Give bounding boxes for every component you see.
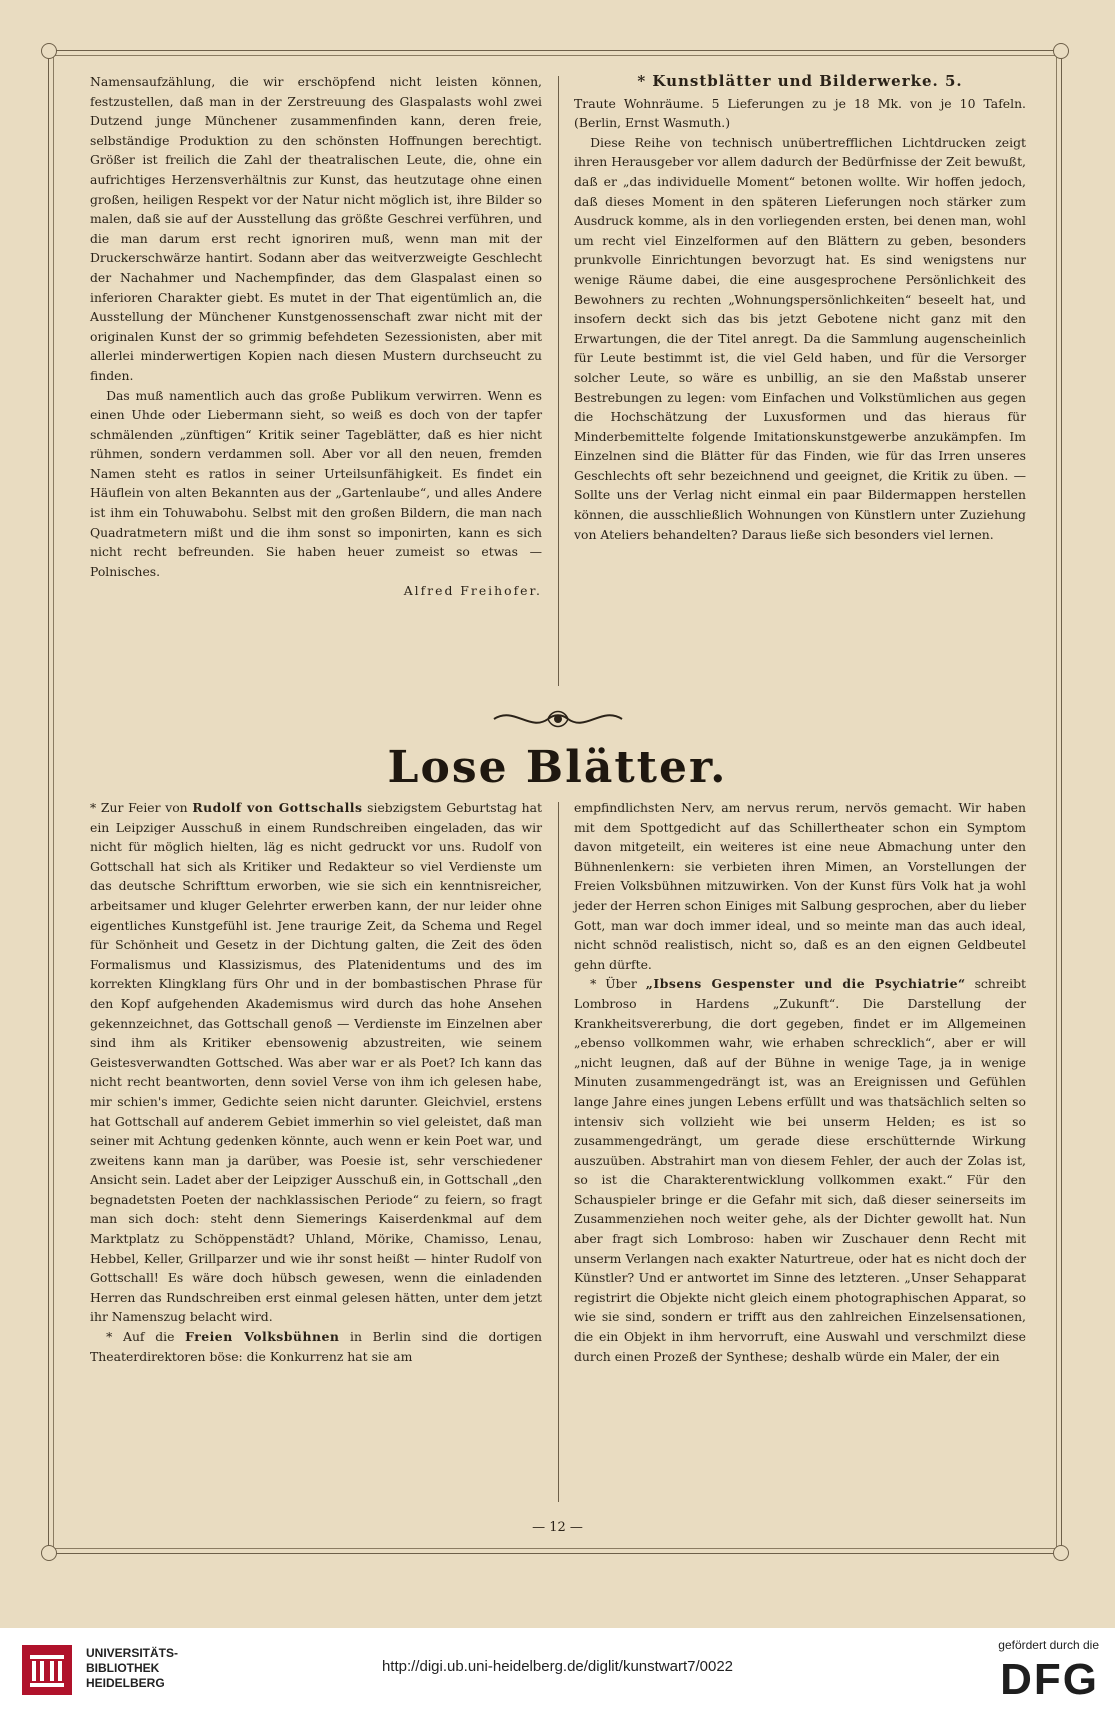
column-divider	[558, 76, 559, 686]
paragraph: empfindlichsten Nerv, am nervus rerum, nervös gemacht. Wir haben mit dem Spottgedicht auf das Schillertheater schon ein Symptom davon mitgeteilt, ein weiteres ist eine neue Abmachung unter den Bühnenlenkern: sie verbieten ihren Mimen, an Vorstellungen der Freien Volksbühnen mitzuwirken. Von der Kunst fürs Volk hat ja wohl jeder der Herren schon Einiges mit Salbung gesprochen, aber du lieber Gott, man war doch immer ideal, und so meinte man das auch ideal, nicht schnöd realistisch, nicht so, daß es an den eignen Geldbeutel gehn dürfte.	[574, 800, 1026, 972]
highlighted-name: Rudolf von Gottschalls	[192, 800, 363, 815]
article-volksbuehnen-ibsen	[574, 798, 1026, 1366]
author-signature: Alfred Freihofer.	[403, 583, 542, 599]
funding-label: gefördert durch die	[998, 1638, 1099, 1652]
highlighted-name: Freien Volksbühnen	[185, 1329, 340, 1345]
flourish-ornament	[490, 704, 626, 734]
article-kunstblaetter	[574, 72, 1026, 544]
paragraph: * Über „Ibsens Gespenster und die Psychiatrie“ schreibt Lombroso in Hardens „Zukunft“. Die Darstellung der Krankheitsvererbung, die dort gegeben, findet er im Allgemeinen „ebenso vollkommen wahr, wie erhaben schrecklich“, aber er will „nicht leugnen, daß auf der Bühne in wenige Tage, ja in wenige Minuten zusammengedrängt ist, was an Ereignissen und Gefühlen lange Jahre eines jungen Lebens erfüllt und was thatsächlich selten so intensiv sich vollzieht wie bei unserm Helden; es ist so zusammengedrängt, um gerade diese erschütternde Wirkung auszuüben. Abstrahirt man von diesem Fehler, der auch der Zolas ist, so ist die Charakterentwicklung vollkommen exakt.“ Für den Schauspieler bringe er die Gefahr mit sich, daß dieser seinerseits im Zusammenziehen noch weiter gehe, als der Dichter gewollt hat. Nun aber fragt sich Lombroso: haben wir Zuschauer denn Recht mit unserm Verlangen nach exakter Naturtreue, oder hat es nicht doch der Künstler? Und er antwortet im Sinne des letzteren. „Unser Sehapparat registrirt die Objekte nicht gleich einem photographischen Apparat, so wie sie sind, sondern er trifft aus den zahlreichen Einzelsensationen, die ein Objekt in ihm hervorruft, eine Auswahl und verschmilzt diese durch einen Prozeß der Synthese; deshalb würde ein Maler, der ein	[574, 976, 1026, 1364]
dfg-logo: DFG	[1000, 1655, 1099, 1704]
paragraph: Das muß namentlich auch das große Publikum verwirren. Wenn es einen Uhde oder Liebermann sieht, so weiß es doch von der tapfer schmälenden „zünftigen“ Kritik seiner Tageblätter, daß es hier nicht rühmen, sondern verdammen soll. Aber vor all den neuen, fremden Namen steht es ratlos in seiner Urteilsunfähigkeit. Es findet ein Häuflein von alten Bekannten aus der „Gartenlaube“, und alles Andere ist ihm ein Tohuwabohu. Selbst mit den großen Bildern, die man nach Quadratmetern mißt und die ihm sonst so imponirten, kann es sich nicht recht befreunden. Sie haben heuer zumeist so etwas — Polnisches.	[90, 387, 542, 579]
publication-info: Traute Wohnräume. 5 Lieferungen zu je 18 Mk. von je 10 Tafeln. (Berlin, Ernst Wasmuth.)	[574, 95, 1026, 131]
page-number: — 12 —	[532, 1520, 583, 1535]
digitization-footer	[0, 1628, 1115, 1714]
corner-ornament	[41, 43, 57, 59]
paragraph: Diese Reihe von technisch unübertrefflichen Lichtdrucken zeigt ihren Herausgeber vor allem dadurch der Bedürfnisse der Zeit bewußt, daß er „das individuelle Moment“ betonen wollte. Wir hoffen jedoch, daß dieses Moment in den späteren Lieferungen noch stärker zum Ausdruck komme, als in den vorliegenden ersten, bei denen man, wohl um recht viel Einzelformen auf den Blättern zu geben, besonders prunkvolle Einrichtungen bevorzugt hat. Es sind wenigstens nur wenige Räume dabei, die eine ausgesprochene Persönlichkeit des Bewohners zu rechten „Wohnungspersönlichkeiten“ beseelt hat, und insofern deckt sich das bis jetzt Gebotene nicht ganz mit den Erwartungen, die der Titel anregt. Da die Sammlung augenscheinlich für Leute bestimmt ist, die viel Geld haben, und für die Versorger solcher Leute, so wäre es unbillig, an sie den Maßstab unserer Bestrebungen zu legen: vom Einfachen und Volkstümlichen aus gegen die Hochschätzung der Luxusformen und das hieraus für Minderbemittelte folgende Imitationskunstgewerbe anzukämpfen. Im Einzelnen sind die Blätter für das Finden, wie für das Irren unseres Geschlechts oft sehr bezeichnend und geeignet, die Kritik zu üben. — Sollte uns der Verlag nicht einmal ein paar Bildermappen herstellen können, die ausschließlich Wohnungen von Künstlern unter Zuziehung von Ateliers behandelten? Daraus ließe sich besonders viel lernen.	[574, 134, 1026, 542]
section-title: Lose Blätter.	[387, 742, 728, 793]
article-glaspalast-continued	[90, 72, 542, 601]
corner-ornament	[41, 1545, 57, 1561]
corner-ornament	[1053, 43, 1069, 59]
library-name: UNIVERSITÄTS- BIBLIOTHEK HEIDELBERG	[86, 1646, 179, 1690]
paragraph: Namensaufzählung, die wir erschöpfend nicht leisten können, festzustellen, daß man in der Zerstreuung des Glaspalasts wohl zwei Dutzend junge Münchener zusammenfinden kann, deren freie, selbständige Produktion zu den schönsten Hoffnungen berechtigt. Größer ist freilich die Zahl der theatralischen Leute, die, ohne ein aufrichtiges Herzensverhältnis zur Kunst, das heutzutage ohne einen großen, heiligen Respekt vor der Natur nicht möglich ist, ihre Bilder so malen, daß sie auf der Ausstellung das größte Geschrei verführen, und die man darum erst recht ignoriren muß, wenn man mit der Druckerschwärze hantirt. Sodann aber das weitverzweigte Geschlecht der Nachahmer und Nachempfinder, das dem Glaspalast einen so inferioren Charakter giebt. Es mutet in der That eigentümlich an, die Ausstellung der Münchener Kunstgenossenschaft zwar nicht mit der originalen Kunst der so grimmig befehdeten Sezessionisten, aber mit allerlei minderwertigen Kopien nach diesen Mustern durchseucht zu finden.	[90, 74, 542, 383]
paragraph: * Auf die Freien Volksbühnen in Berlin sind die dortigen Theaterdirektoren böse: die Konkurrenz hat sie am	[90, 1329, 542, 1364]
article-gottschall	[90, 798, 542, 1366]
source-url-link[interactable]: http://digi.ub.uni-heidelberg.de/diglit/kunstwart7/0022	[381, 1658, 734, 1675]
paragraph: * Zur Feier von Rudolf von Gottschalls siebzigstem Geburtstag hat ein Leipziger Ausschuß in einem Rundschreiben eingeladen, das wir nicht für möglich hielten, läg es nicht gedruckt vor uns. Rudolf von Gottschall hat sich als Kritiker und Redakteur so viel Verdienste um das deutsche Schrifttum erworben, wie sie sich ein kenntnisreicher, arbeitsamer und kluger Gelehrter erwerben kann, der nur leider ohne eigentliches Kunstgefühl ist. Jene traurige Zeit, da Schema und Regel für Schönheit und Gesetz in der Dichtung galten, die Zeit des öden Formalismus und Klassizismus, des Platenidentums und des im korrekten Klingklang fürs Ohr und in der bombastischen Phrase für den Kopf aufgehenden Akademismus wird durch das hohe Ansehen gekennzeichnet, das Gottschall genoß — Verdienste im Einzelnen aber sind ihm als Kritiker ebensowenig abzustreiten, wie seinem Geistesverwandten Gottsched. Was aber war er als Poet? Ich kann das nicht recht beantworten, denn soviel Verse von ihm ich gelesen habe, mir schien's immer, Gedichte seien nicht darunter. Gleichviel, erstens hat Gottschall auf anderem Gebiet immerhin so viel geleistet, daß man seiner mit Achtung gedenken könnte, auch wenn er kein Poet war, und zweitens kann man ja darüber, was Poesie ist, sehr verschiedener Ansicht sein. Ladet aber der Leipziger Ausschuß ein, in Gottschall „den begnadetsten Poeten der nachklassischen Periode“ zu feiern, so fragt man sich doch: steht denn Siemerings Kaiserdenkmal auf dem Marktplatz zu Schöppenstädt? Uhland, Mörike, Chamisso, Lenau, Hebbel, Keller, Grillparzer und wie ihr sonst heißt — hinter Rudolf von Gottschall! Es wäre doch hübsch gewesen, wenn die einladenden Herren das Rundschreiben erst einmal gelesen hätten, unter dem jetzt ihr Namenszug belacht wird.	[90, 800, 542, 1325]
corner-ornament	[1053, 1545, 1069, 1561]
highlighted-name: „Ibsens Gespenster und die Psychiatrie“	[645, 976, 966, 992]
section-heading: * Kunstblätter und Bilderwerke. 5.	[637, 72, 963, 90]
column-divider	[558, 802, 559, 1502]
